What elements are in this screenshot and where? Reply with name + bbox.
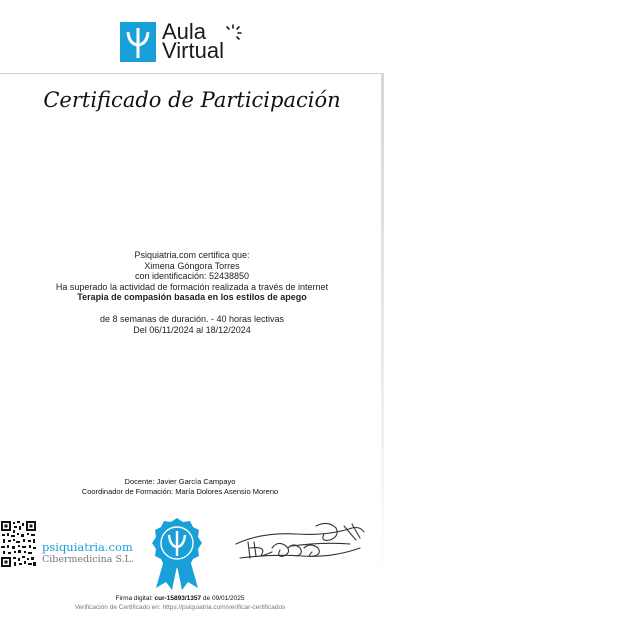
participant-name: Ximena Góngora Torres bbox=[144, 260, 240, 271]
sparkle-icon bbox=[224, 24, 242, 42]
digital-signature-date: de 09/01/2025 bbox=[201, 595, 245, 602]
logo-line-1: Aula bbox=[162, 19, 207, 44]
logo-line-2: Virtual bbox=[162, 38, 224, 63]
staff-block bbox=[0, 477, 360, 496]
psi-mark-icon bbox=[120, 22, 156, 62]
identification-line: con identificación: 52438850 bbox=[134, 271, 250, 282]
certificate-frame-top bbox=[0, 73, 382, 74]
teacher-line: Docente: Javier García Campayo bbox=[124, 477, 236, 486]
aula-virtual-logo bbox=[120, 19, 250, 66]
spacer bbox=[0, 303, 384, 314]
course-title: Terapia de compasión basada en los estilos de apego bbox=[77, 292, 307, 303]
brand-name: psiquiatria.com bbox=[42, 540, 133, 554]
certificate-body bbox=[0, 250, 384, 335]
statement-line: Ha superado la actividad de formación realizada a través de internet bbox=[55, 281, 329, 292]
certificate-title: Certificado de Participación bbox=[43, 88, 341, 112]
digital-signature-label: Firma digital: bbox=[115, 595, 155, 602]
psiquiatria-branding bbox=[42, 541, 134, 566]
qr-code[interactable] bbox=[0, 520, 37, 568]
verification-link[interactable]: Verificación de Certificado en: https://psiquiatria.com/verificar-certificados bbox=[74, 604, 286, 611]
digital-signature-code: cur-15893/1357 bbox=[154, 595, 202, 602]
handwritten-signature bbox=[232, 518, 368, 564]
digital-signature-line bbox=[0, 594, 360, 603]
intro-line: Psiquiatria.com certifica que: bbox=[134, 250, 250, 260]
dates-line: Del 06/11/2024 al 18/12/2024 bbox=[133, 324, 251, 335]
duration-line: de 8 semanas de duración. - 40 horas lectivas bbox=[99, 313, 285, 324]
coordinator-line: Coordinador de Formación: María Dolores Asensio Moreno bbox=[81, 486, 279, 496]
certification-seal bbox=[146, 516, 208, 590]
logo-text bbox=[162, 19, 224, 63]
brand-subtitle: Cibermedicina S.L. bbox=[42, 554, 134, 565]
certificate-footer bbox=[0, 594, 360, 612]
